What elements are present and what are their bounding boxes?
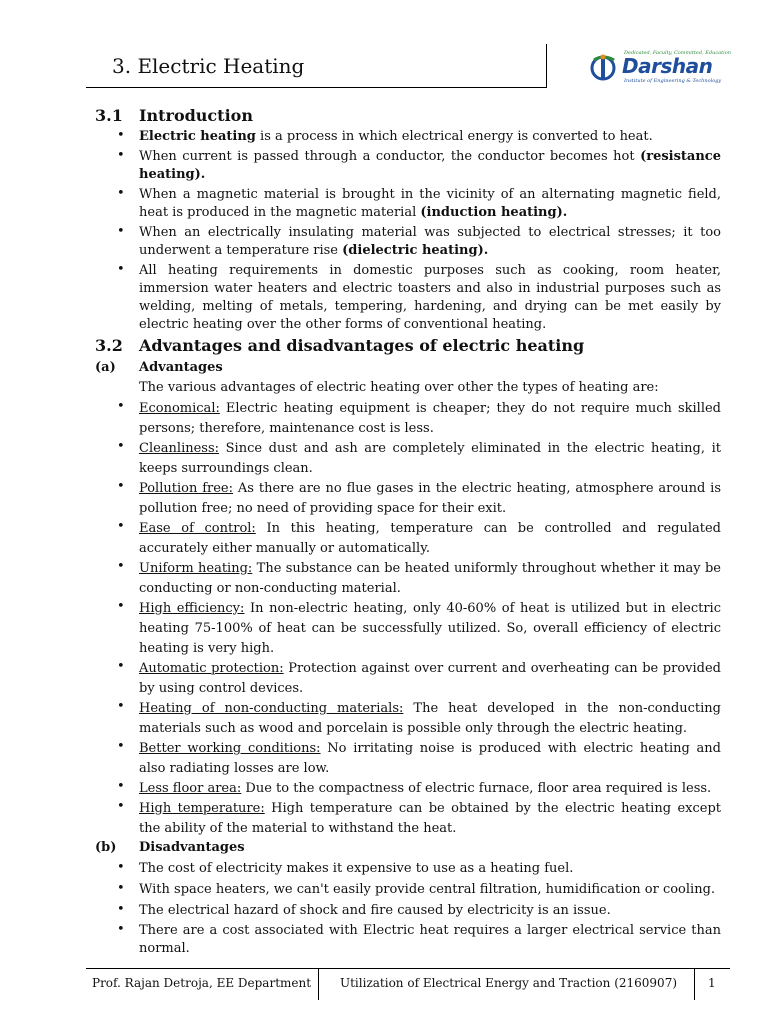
footer-author: Prof. Rajan Detroja, EE Department bbox=[92, 976, 312, 990]
subsection-heading-disadvantages bbox=[95, 840, 245, 855]
underlined-term: Cleanliness: bbox=[139, 441, 220, 456]
subsection-number: (b) bbox=[95, 840, 117, 855]
logo-subtitle: Institute of Engineering & Technology bbox=[624, 78, 722, 84]
subsection-number: (a) bbox=[95, 360, 116, 375]
list-item-text: Due to the compactness of electric furnace, floor area required is less. bbox=[241, 781, 712, 796]
underlined-term: High efficiency: bbox=[139, 601, 245, 616]
list-item-text: The substance can be heated uniformly throughout whether it may be conducting or non-conducting material. bbox=[139, 561, 721, 596]
footer-course: Utilization of Electrical Energy and Traction (2160907) bbox=[340, 976, 678, 990]
footer-divider bbox=[318, 968, 319, 1000]
list-item-text: With space heaters, we can't easily provide central filtration, humidification or cooling. bbox=[139, 882, 716, 897]
bullet-icon: • bbox=[117, 902, 125, 917]
underlined-term: Automatic protection: bbox=[139, 661, 284, 676]
section-heading-introduction bbox=[95, 106, 253, 125]
list-item-text: As there are no flue gases in the electric heating, atmosphere around is pollution free; no need of providing space for their exit. bbox=[139, 481, 721, 516]
section-number: 3.1 bbox=[95, 106, 123, 125]
bullet-icon: • bbox=[117, 599, 125, 614]
bullet-icon: • bbox=[117, 799, 125, 814]
bullet-icon: • bbox=[117, 439, 125, 454]
section-title: Introduction bbox=[139, 106, 253, 125]
section-number: 3.2 bbox=[95, 336, 123, 355]
subsection-heading-advantages bbox=[95, 360, 223, 375]
list-item-text: The heat developed in the non-conducting materials such as wood and porcelain is possible only through the electric heating. bbox=[139, 701, 721, 736]
bullet-icon: • bbox=[117, 186, 125, 201]
bold-term: (induction heating). bbox=[420, 205, 568, 220]
logo-tagline: Dedicated, Faculty, Committed, Education bbox=[624, 50, 731, 56]
bullet-icon: • bbox=[117, 860, 125, 875]
bullet-icon: • bbox=[117, 224, 125, 239]
list-item-text: No irritating noise is produced with electric heating and also radiating losses are low. bbox=[139, 741, 721, 776]
footer-divider bbox=[694, 968, 695, 1000]
list-item-text: The electrical hazard of shock and fire caused by electricity is an issue. bbox=[139, 903, 611, 918]
bullet-icon: • bbox=[117, 659, 125, 674]
page-number: 1 bbox=[708, 976, 716, 990]
underlined-term: Economical: bbox=[139, 401, 220, 416]
bullet-icon: • bbox=[117, 479, 125, 494]
subsection-title: Disadvantages bbox=[139, 840, 245, 855]
list-item-text: In this heating, temperature can be controlled and regulated accurately either manually or automatically. bbox=[139, 521, 721, 556]
bold-term: Electric heating bbox=[139, 129, 256, 144]
bullet-icon: • bbox=[117, 739, 125, 754]
section-heading-advantages-disadvantages bbox=[95, 336, 584, 355]
bullet-icon: • bbox=[117, 779, 125, 794]
underlined-term: Heating of non-conducting materials: bbox=[139, 701, 404, 716]
institute-logo bbox=[584, 48, 731, 86]
list-item-text: When current is passed through a conductor, the conductor becomes hot bbox=[139, 149, 641, 164]
logo-name: Darshan bbox=[622, 54, 713, 78]
header-divider bbox=[546, 44, 547, 88]
list-item-text: The cost of electricity makes it expensive to use as a heating fuel. bbox=[139, 861, 574, 876]
bullet-icon: • bbox=[117, 128, 125, 143]
list-item-text: There are a cost associated with Electric heat requires a larger electrical service than normal. bbox=[139, 923, 721, 956]
list-item-text: Protection against over current and overheating can be provided by using control devices. bbox=[139, 661, 721, 696]
page-footer bbox=[86, 968, 730, 1000]
underlined-term: Less floor area: bbox=[139, 781, 242, 796]
list-item-text: is a process in which electrical energy is converted to heat. bbox=[255, 129, 653, 144]
bullet-icon: • bbox=[117, 559, 125, 574]
list-item-text: Electric heating equipment is cheaper; they do not require much skilled persons; therefore, maintenance cost is less. bbox=[139, 401, 721, 436]
chapter-title: 3. Electric Heating bbox=[112, 54, 305, 78]
bullet-icon: • bbox=[117, 519, 125, 534]
list-item-text: All heating requirements in domestic purposes such as cooking, room heater, immersion water heaters and electric toasters and also in industrial purposes such as welding, melting of metals, tempering, hardening, and drying can be met easily by electric heating over the other forms of conventional heating. bbox=[139, 263, 721, 332]
underlined-term: Uniform heating: bbox=[139, 561, 253, 576]
list-item-text: High temperature can be obtained by the electric heating except the ability of the material to withstand the heat. bbox=[139, 801, 721, 836]
darshan-logo-icon bbox=[586, 52, 622, 84]
page-header bbox=[86, 44, 730, 88]
bullet-icon: • bbox=[117, 262, 125, 277]
subsection-title: Advantages bbox=[139, 360, 223, 375]
underlined-term: Better working conditions: bbox=[139, 741, 321, 756]
footer-rule bbox=[86, 968, 730, 969]
advantages-intro: The various advantages of electric heating over other the types of heating are: bbox=[139, 380, 659, 395]
section-title: Advantages and disadvantages of electric heating bbox=[139, 336, 585, 355]
bullet-icon: • bbox=[117, 922, 125, 937]
bold-term: (dielectric heating). bbox=[342, 243, 489, 258]
bullet-icon: • bbox=[117, 399, 125, 414]
underlined-term: Pollution free: bbox=[139, 481, 234, 496]
list-item-text: Since dust and ash are completely eliminated in the electric heating, it keeps surroundings clean. bbox=[139, 441, 721, 476]
list-item-text: When a magnetic material is brought in the vicinity of an alternating magnetic field, heat is produced in the magnetic material bbox=[139, 187, 721, 220]
bullet-icon: • bbox=[117, 148, 125, 163]
list-item-text: When an electrically insulating material was subjected to electrical stresses; it too underwent a temperature rise bbox=[139, 225, 721, 258]
list-item-text: In non-electric heating, only 40-60% of heat is utilized but in electric heating 75-100% of heat can be successfully utilized. So, overall efficiency of electric heating is very high. bbox=[139, 601, 721, 656]
bullet-icon: • bbox=[117, 699, 125, 714]
underlined-term: High temperature: bbox=[139, 801, 265, 816]
bold-term: (resistance heating). bbox=[139, 149, 721, 182]
bullet-icon: • bbox=[117, 881, 125, 896]
underlined-term: Ease of control: bbox=[139, 521, 256, 536]
header-rule bbox=[86, 87, 546, 88]
